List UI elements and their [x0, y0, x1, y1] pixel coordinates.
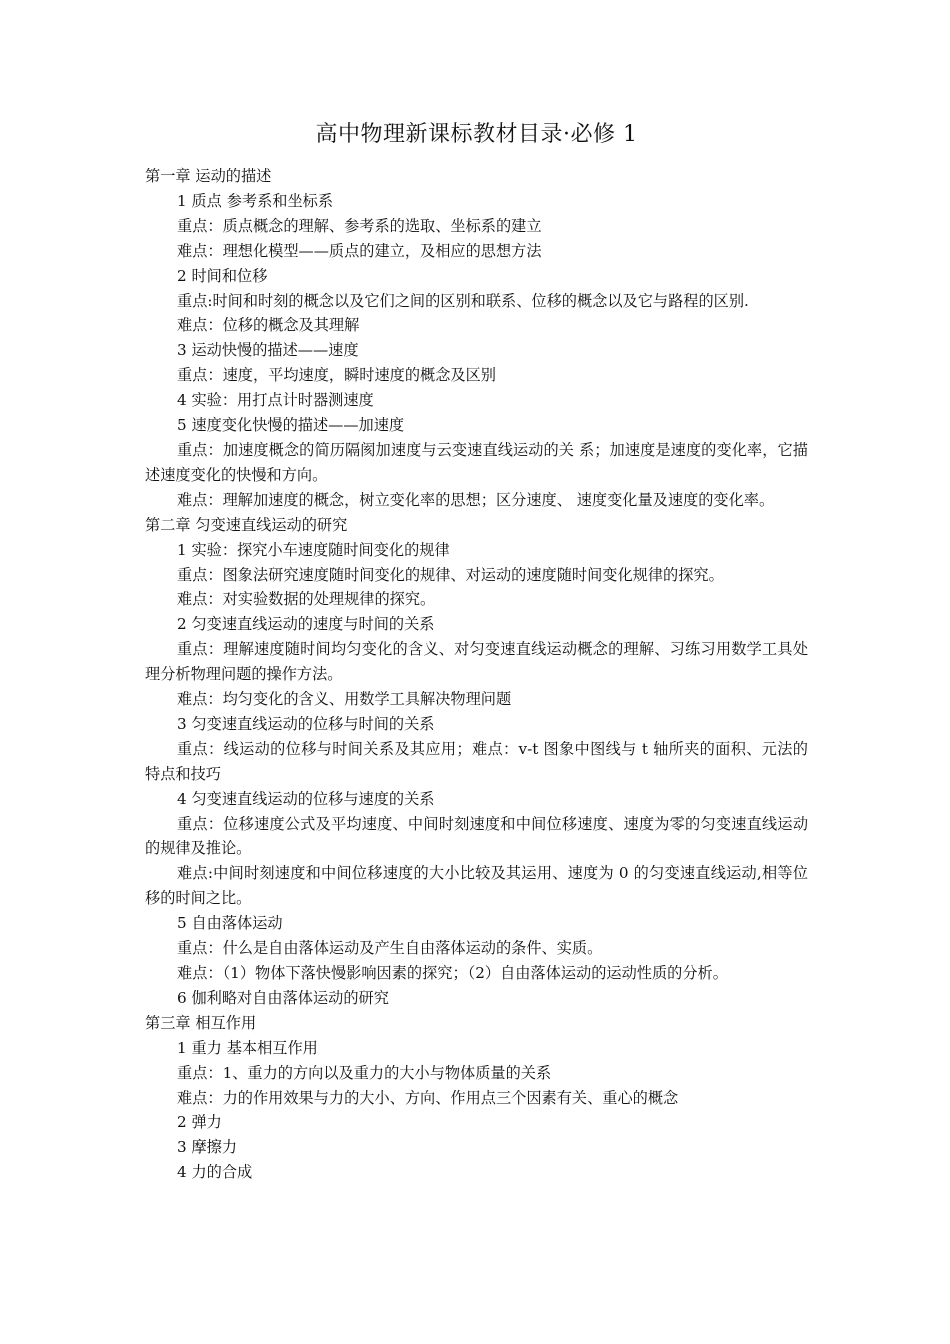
toc-item: 重点：1、重力的方向以及重力的大小与物体质量的关系 — [177, 1063, 552, 1082]
toc-item: 3 摩擦力 — [177, 1138, 238, 1157]
toc-item: 重点：速度，平均速度，瞬时速度的概念及区别 — [177, 366, 496, 385]
toc-item: 难点：对实验数据的处理规律的探究。 — [177, 590, 436, 609]
toc-item: 重点：什么是自由落体运动及产生自由落体运动的条件、实质。 — [177, 939, 603, 958]
toc-item: 3 运动快慢的描述——速度 — [177, 341, 359, 360]
toc-paragraph: 难点:中间时刻速度和中间位移速度的大小比较及其运用、速度为 0 的匀变速直线运动,相等位移的时间之比。 — [145, 864, 808, 908]
chapter-heading: 第二章 匀变速直线运动的研究 — [145, 515, 348, 534]
toc-item: 难点：（1）物体下落快慢影响因素的探究；（2）自由落体运动的运动性质的分析。 — [177, 964, 728, 982]
toc-item: 1 实验：探究小车速度随时间变化的规律 — [177, 540, 450, 559]
toc-item: 4 实验：用打点计时器测速度 — [177, 391, 374, 410]
toc-item: 5 自由落体运动 — [177, 914, 283, 933]
toc-item: 4 匀变速直线运动的位移与速度的关系 — [177, 789, 435, 808]
toc-item: 1 重力 基本相互作用 — [177, 1038, 318, 1057]
toc-item: 5 速度变化快慢的描述——加速度 — [177, 416, 405, 435]
toc-paragraph: 重点：线运动的位移与时间关系及其应用；难点：v-t 图象中图线与 t 轴所夹的面积、元法的特点和技巧 — [145, 739, 808, 783]
toc-item: 1 质点 参考系和坐标系 — [177, 191, 334, 210]
toc-item: 2 弹力 — [177, 1113, 222, 1132]
toc-item: 难点：力的作用效果与力的大小、方向、作用点三个因素有关、重心的概念 — [177, 1088, 679, 1107]
chapter-heading: 第三章 相互作用 — [145, 1013, 257, 1032]
toc-item: 4 力的合成 — [177, 1163, 253, 1182]
toc-item: 3 匀变速直线运动的位移与时间的关系 — [177, 714, 435, 733]
toc-item: 重点:时间和时刻的概念以及它们之间的区别和联系、位移的概念以及它与路程的区别. — [177, 291, 749, 310]
toc-paragraph: 重点：理解速度随时间均匀变化的含义、对匀变速直线运动概念的理解、习练习用数学工具处理分析物理问题的操作方法。 — [145, 640, 808, 684]
toc-item: 重点：图象法研究速度随时间变化的规律、对运动的速度随时间变化规律的探究。 — [177, 565, 724, 584]
toc-paragraph: 重点：加速度概念的简历隔阂加速度与云变速直线运动的关 系；加速度是速度的变化率，它描述速度变化的快慢和方向。 — [145, 440, 808, 484]
toc-paragraph: 重点：位移速度公式及平均速度、中间时刻速度和中间位移速度、速度为零的匀变速直线运动的规律及推论。 — [145, 814, 808, 858]
toc-item: 2 时间和位移 — [177, 266, 268, 285]
toc-item: 2 匀变速直线运动的速度与时间的关系 — [177, 615, 435, 634]
document-title: 高中物理新课标教材目录·必修 1 — [315, 122, 638, 147]
toc-item: 难点：理想化模型——质点的建立，及相应的思想方法 — [177, 241, 542, 260]
toc-item: 重点：质点概念的理解、参考系的选取、坐标系的建立 — [177, 216, 542, 235]
toc-item: 难点：均匀变化的含义、用数学工具解决物理问题 — [177, 690, 512, 709]
chapter-heading: 第一章 运动的描述 — [145, 167, 272, 185]
toc-item: 难点：位移的概念及其理解 — [177, 316, 360, 335]
toc-item: 6 伽利略对自由落体运动的研究 — [177, 988, 389, 1007]
document-page — [145, 120, 808, 1185]
toc-paragraph: 难点：理解加速度的概念，树立变化率的思想；区分速度、 速度变化量及速度的变化率。 — [177, 490, 775, 509]
document-body — [145, 164, 808, 1185]
